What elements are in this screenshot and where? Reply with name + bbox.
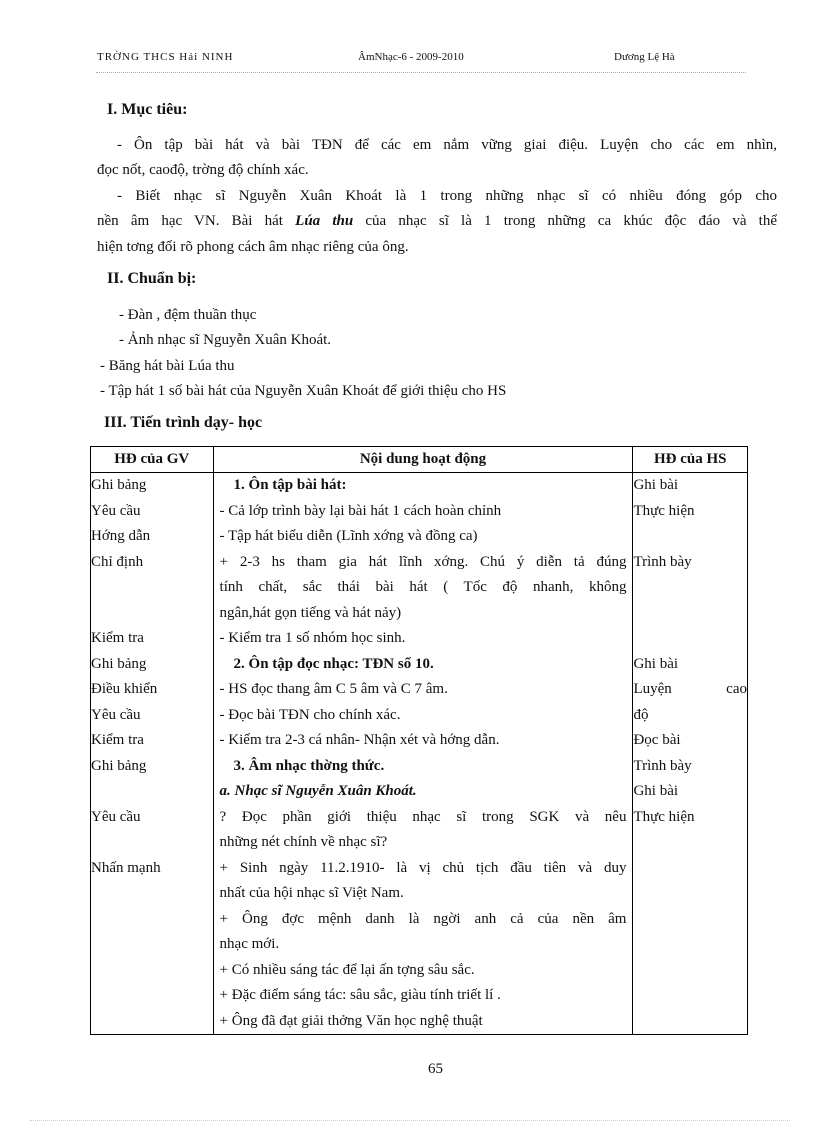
table-body-row bbox=[91, 473, 748, 1035]
content-line: ngân,hát gọn tiếng và hát nảy) bbox=[219, 604, 402, 621]
teacher-activity: Hớng dẫn bbox=[91, 528, 151, 544]
teacher-activity: Ghi bảng bbox=[91, 477, 147, 493]
content-line: nhạc mới. bbox=[219, 936, 280, 952]
content-line: + Có nhiều sáng tác để lại ấn tợng sâu sắc. bbox=[219, 961, 475, 978]
teacher-activity bbox=[91, 907, 213, 933]
student-activity bbox=[633, 907, 747, 933]
teacher-activity bbox=[91, 830, 213, 856]
student-activity bbox=[633, 575, 747, 601]
teacher-activity bbox=[91, 1009, 213, 1035]
teacher-activity bbox=[91, 983, 213, 1009]
content-line: 1. Ôn tập bài hát: bbox=[233, 477, 347, 493]
section-3-title: III. Tiến trình dạy- học bbox=[104, 414, 263, 431]
content-line: + Ông đã đạt giải thởng Văn học nghệ thuật bbox=[219, 1012, 483, 1029]
student-activity: Đọc bài bbox=[633, 732, 681, 748]
student-activity: Ghi bài bbox=[633, 655, 679, 672]
content-line: nhất của hội nhạc sĩ Việt Nam. bbox=[219, 885, 404, 901]
section-1-p2-line1: - Biết nhạc sĩ Nguyễn Xuân Khoát là 1 trong những nhạc sĩ có nhiều đóng góp cho bbox=[117, 188, 777, 204]
section-1-p2-line3: hiện tơng đối rõ phong cách âm nhạc riêng của ông. bbox=[97, 239, 409, 255]
content-line: tính chất, sắc thái bài hát ( Tốc độ nhanh, không bbox=[219, 579, 627, 595]
header-rule bbox=[96, 72, 746, 73]
student-activity: Ghi bài bbox=[633, 783, 679, 799]
col-header-content: Nội dung hoạt động bbox=[213, 447, 633, 473]
student-activity-column bbox=[633, 473, 748, 1035]
content-line: a. Nhạc sĩ Nguyễn Xuân Khoát. bbox=[219, 783, 417, 799]
content-line: - Cả lớp trình bày lại bài hát 1 cách hoàn chỉnh bbox=[219, 502, 502, 519]
section-2-title: II. Chuẩn bị: bbox=[107, 270, 197, 287]
student-activity bbox=[633, 524, 747, 550]
footer-rule bbox=[30, 1120, 790, 1121]
prep-item: - Băng hát bài Lúa thu bbox=[100, 358, 235, 374]
col-header-student: HĐ của HS bbox=[633, 447, 748, 473]
section-1-p1-line1: - Ôn tập bài hát và bài TĐN để các em nắm vững giai điệu. Luyện cho các em nhìn, bbox=[117, 137, 777, 153]
student-activity: Thực hiện bbox=[633, 808, 695, 825]
section-1-p2-line2 bbox=[97, 209, 777, 234]
teacher-activity-column bbox=[91, 473, 214, 1035]
teacher-activity: Ghi bảng bbox=[91, 757, 147, 774]
content-column bbox=[213, 473, 633, 1035]
section-1-p1-line2: đọc nốt, caođộ, trờng độ chính xác. bbox=[97, 162, 309, 178]
prep-item: - Đàn , đệm thuần thục bbox=[119, 307, 257, 323]
student-activity: Trình bày bbox=[633, 553, 692, 570]
col-header-teacher: HĐ của GV bbox=[91, 447, 214, 473]
teacher-activity bbox=[91, 779, 213, 805]
lesson-plan-table bbox=[90, 446, 748, 1035]
student-activity: Trình bày bbox=[633, 757, 692, 774]
content-line: - Kiểm tra 2-3 cá nhân- Nhận xét và hớng dẫn. bbox=[219, 732, 500, 748]
content-line: 2. Ôn tập đọc nhạc: TĐN số 10. bbox=[233, 655, 434, 672]
student-activity bbox=[633, 1009, 747, 1035]
content-line: + Sinh ngày 11.2.1910- là vị chủ tịch đầu tiên và duy bbox=[219, 859, 627, 876]
content-line: ? Đọc phần giới thiệu nhạc sĩ trong SGK và nêu bbox=[219, 808, 627, 825]
student-activity bbox=[633, 983, 747, 1009]
page-number: 65 bbox=[428, 1061, 443, 1077]
teacher-activity: Yêu cầu bbox=[91, 706, 141, 723]
section-1-title: I. Mục tiêu: bbox=[107, 101, 188, 118]
student-activity bbox=[633, 958, 747, 984]
student-activity bbox=[633, 601, 747, 627]
teacher-activity: Yêu cầu bbox=[91, 502, 141, 519]
teacher-activity bbox=[91, 958, 213, 984]
table-header-row bbox=[91, 447, 748, 473]
student-activity: Ghi bài bbox=[633, 477, 679, 493]
content-line: + 2-3 hs tham gia hát lĩnh xớng. Chú ý diễn tả đúng bbox=[219, 553, 627, 570]
content-line: - HS đọc thang âm C 5 âm và C 7 âm. bbox=[219, 681, 448, 697]
teacher-activity: Ghi bảng bbox=[91, 655, 147, 672]
student-activity: Luyện cao bbox=[633, 681, 747, 697]
content-line: - Tập hát biểu diễn (Lĩnh xớng và đồng ca) bbox=[219, 528, 478, 544]
content-line: + Đặc điểm sáng tác: sâu sắc, giàu tính triết lí . bbox=[219, 987, 501, 1003]
teacher-activity: Kiểm tra bbox=[91, 732, 144, 748]
header-subject: ÂmNhạc-6 - 2009-2010 bbox=[358, 51, 464, 63]
student-activity bbox=[633, 856, 747, 882]
student-activity bbox=[633, 830, 747, 856]
teacher-activity bbox=[91, 575, 213, 601]
prep-item: - Tập hát 1 số bài hát của Nguyễn Xuân Khoát để giới thiệu cho HS bbox=[100, 383, 507, 399]
p2-text-b: của nhạc sĩ là 1 trong những ca khúc độc đáo và thể bbox=[353, 213, 778, 229]
teacher-activity: Yêu cầu bbox=[91, 808, 141, 825]
content-line: 3. Âm nhạc thờng thức. bbox=[233, 757, 385, 774]
header-author: Dương Lệ Hà bbox=[614, 51, 675, 63]
teacher-activity: Điều khiển bbox=[91, 681, 158, 697]
header-school: TRỜNG THCS Hải NINH bbox=[97, 51, 234, 63]
teacher-activity bbox=[91, 932, 213, 958]
student-activity: Thực hiện bbox=[633, 502, 695, 519]
teacher-activity: Chỉ định bbox=[91, 553, 144, 570]
teacher-activity bbox=[91, 601, 213, 627]
student-activity bbox=[633, 626, 747, 652]
teacher-activity: Nhấn mạnh bbox=[91, 859, 161, 876]
content-line: những nét chính về nhạc sĩ? bbox=[219, 834, 388, 850]
student-activity bbox=[633, 932, 747, 958]
p2-text-a: nền âm hạc VN. Bài hát bbox=[97, 213, 296, 229]
song-title-lua-thu: Lúa thu bbox=[295, 213, 354, 229]
prep-item: - Ảnh nhạc sĩ Nguyễn Xuân Khoát. bbox=[119, 332, 332, 348]
content-line: + Ông đợc mệnh danh là ngời anh cả của nền âm bbox=[219, 910, 627, 927]
student-activity: độ bbox=[633, 706, 649, 723]
student-activity bbox=[633, 881, 747, 907]
content-line: - Đọc bài TĐN cho chính xác. bbox=[219, 706, 401, 723]
teacher-activity: Kiểm tra bbox=[91, 630, 144, 646]
content-line: - Kiểm tra 1 số nhóm học sinh. bbox=[219, 630, 406, 646]
teacher-activity bbox=[91, 881, 213, 907]
